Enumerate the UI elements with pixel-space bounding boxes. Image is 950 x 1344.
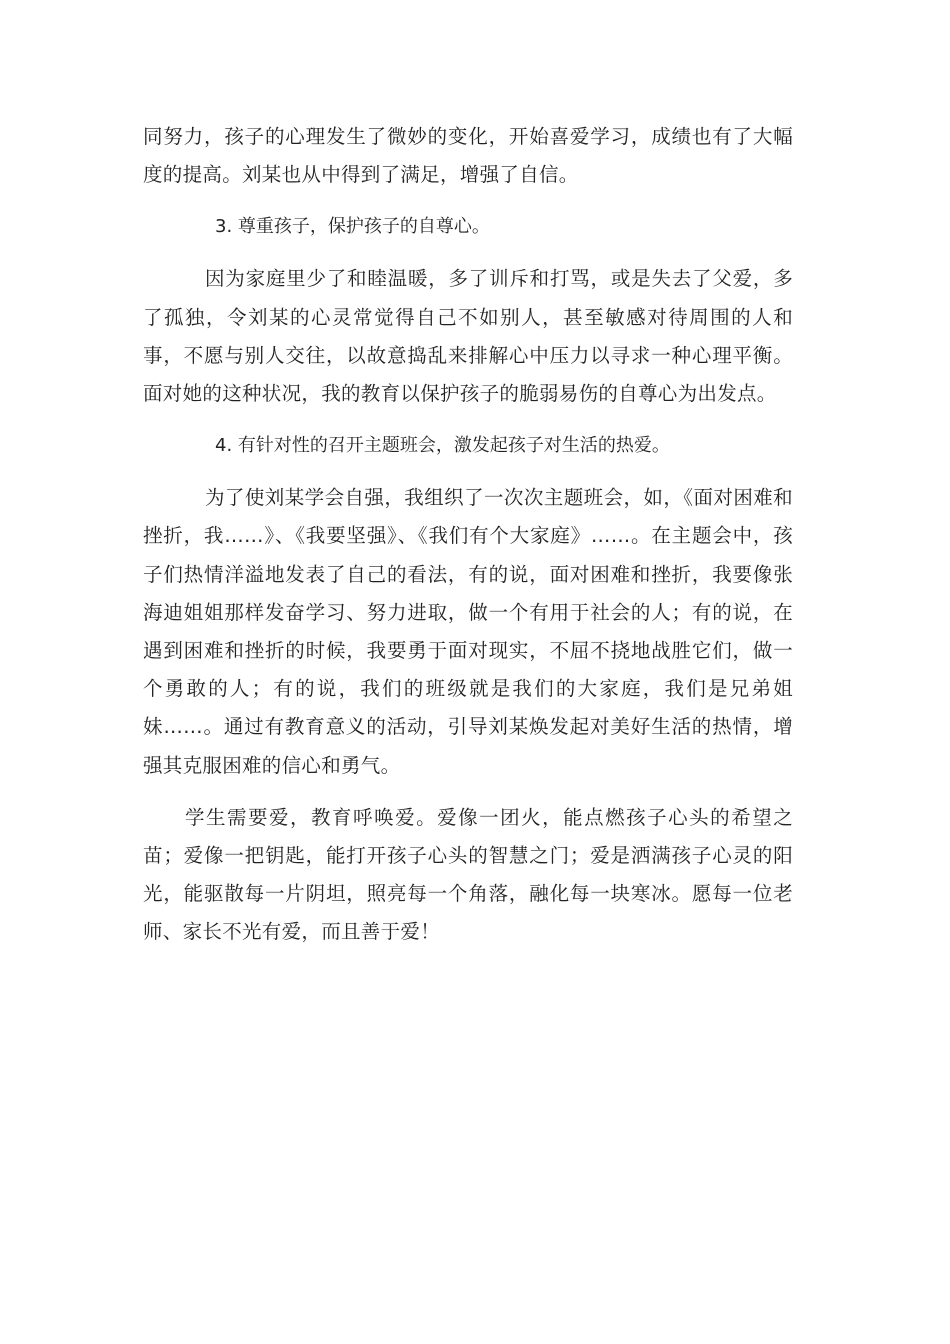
section-heading-3: 3. 尊重孩子，保护孩子的自尊心。 [215,216,490,238]
spacer [143,413,793,427]
spacer [143,785,793,799]
paragraph-class-meeting: 为了使刘某学会自强，我组织了一次次主题班会，如，《面对困难和挫折，我……》、《我要坚强》、《我们有个大家庭》……。在主题会中，孩子们热情洋溢地发表了自己的看法，有的说，面对困难和挫折，我要像张海迪姐姐那样发奋学习、努力进取，做一个有用于社会的人；有的说，在遇到困难和挫折的时候，我要勇于面对现实，不屈不挠地战胜它们，做一个勇敢的人；有的说，我们的班级就是我们的大家庭，我们是兄弟姐妹……。通过有教育意义的活动，引导刘某焕发起对美好生活的热情，增强其克服困难的信心和勇气。 [143,486,793,777]
spacer [143,246,793,260]
paragraph-continuation: 同努力，孩子的心理发生了微妙的变化，开始喜爱学习，成绩也有了大幅度的提高。刘某也从中得到了满足，增强了自信。 [143,125,793,187]
section-heading-4: 4. 有针对性的召开主题班会，激发起孩子对生活的热爱。 [215,435,670,457]
spacer [143,465,793,479]
document-body [143,118,793,952]
paragraph-conclusion: 学生需要爱，教育呼唤爱。爱像一团火，能点燃孩子心头的希望之苗；爱像一把钥匙，能打开孩子心头的智慧之门；爱是洒满孩子心灵的阳光，能驱散每一片阴坦，照亮每一个角落，融化每一块寒冰。愿每一位老师、家长不光有爱，而且善于爱！ [143,805,793,944]
paragraph-self-esteem: 因为家庭里少了和睦温暖，多了训斥和打骂，或是失去了父爱，多了孤独，令刘某的心灵常觉得自己不如别人，甚至敏感对待周围的人和事，不愿与别人交往，以故意捣乱来排解心中压力以寻求一种心理平衡。面对她的这种状况，我的教育以保护孩子的脆弱易伤的自尊心为出发点。 [143,267,793,406]
spacer [143,194,793,208]
